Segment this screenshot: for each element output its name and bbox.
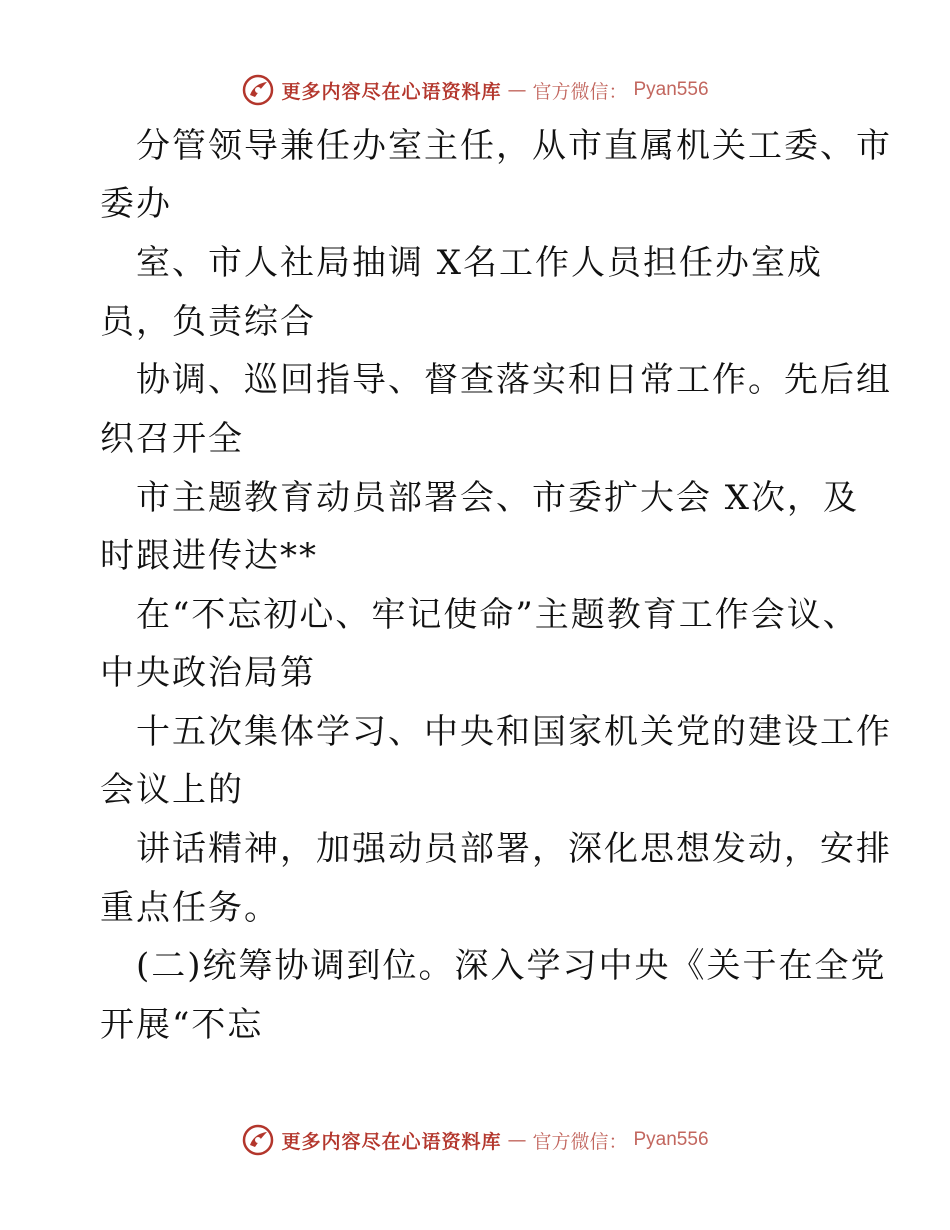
body-line: 市主题教育动员部署会、市委扩大会 X次，及 (136, 478, 860, 518)
watermark-separator: — (507, 79, 527, 101)
body-line: 重点任务。 (100, 888, 280, 928)
body-line: 分管领导兼任办室主任，从市直属机关工委、市 (136, 126, 892, 166)
header-watermark (0, 70, 950, 110)
watermark-official-label: 官方微信： (532, 80, 628, 103)
body-line: 室、市人社局抽调 X名工作人员担任办室成 (136, 243, 824, 283)
body-line: 时跟进传达** (100, 536, 318, 576)
brand-logo-icon (241, 1123, 275, 1157)
watermark-text: 更多内容尽在心语资料库 (281, 1130, 502, 1153)
watermark-text: 更多内容尽在心语资料库 (281, 80, 502, 103)
body-line: (二)统筹协调到位。深入学习中央《关于在全党 (136, 946, 887, 986)
body-line: 员，负责综合 (100, 302, 316, 342)
body-line: 开展“不忘 (100, 1005, 264, 1045)
watermark-separator: — (507, 1129, 527, 1151)
body-line: 十五次集体学习、中央和国家机关党的建设工作 (136, 712, 892, 752)
body-line: 织召开全 (100, 419, 244, 459)
body-line: 会议上的 (100, 770, 244, 810)
body-line: 讲话精神，加强动员部署，深化思想发动，安排 (136, 829, 892, 869)
body-line: 在“不忘初心、牢记使命”主题教育工作会议、 (136, 595, 859, 635)
watermark-id: Pyan556 (633, 79, 709, 100)
body-line: 中央政治局第 (100, 653, 316, 693)
brand-logo-icon (241, 73, 275, 107)
body-line: 委办 (100, 184, 172, 224)
watermark-official-label: 官方微信： (532, 1130, 628, 1153)
body-line: 协调、巡回指导、督查落实和日常工作。先后组 (136, 360, 892, 400)
watermark-id: Pyan556 (633, 1129, 709, 1150)
footer-watermark (0, 1120, 950, 1160)
